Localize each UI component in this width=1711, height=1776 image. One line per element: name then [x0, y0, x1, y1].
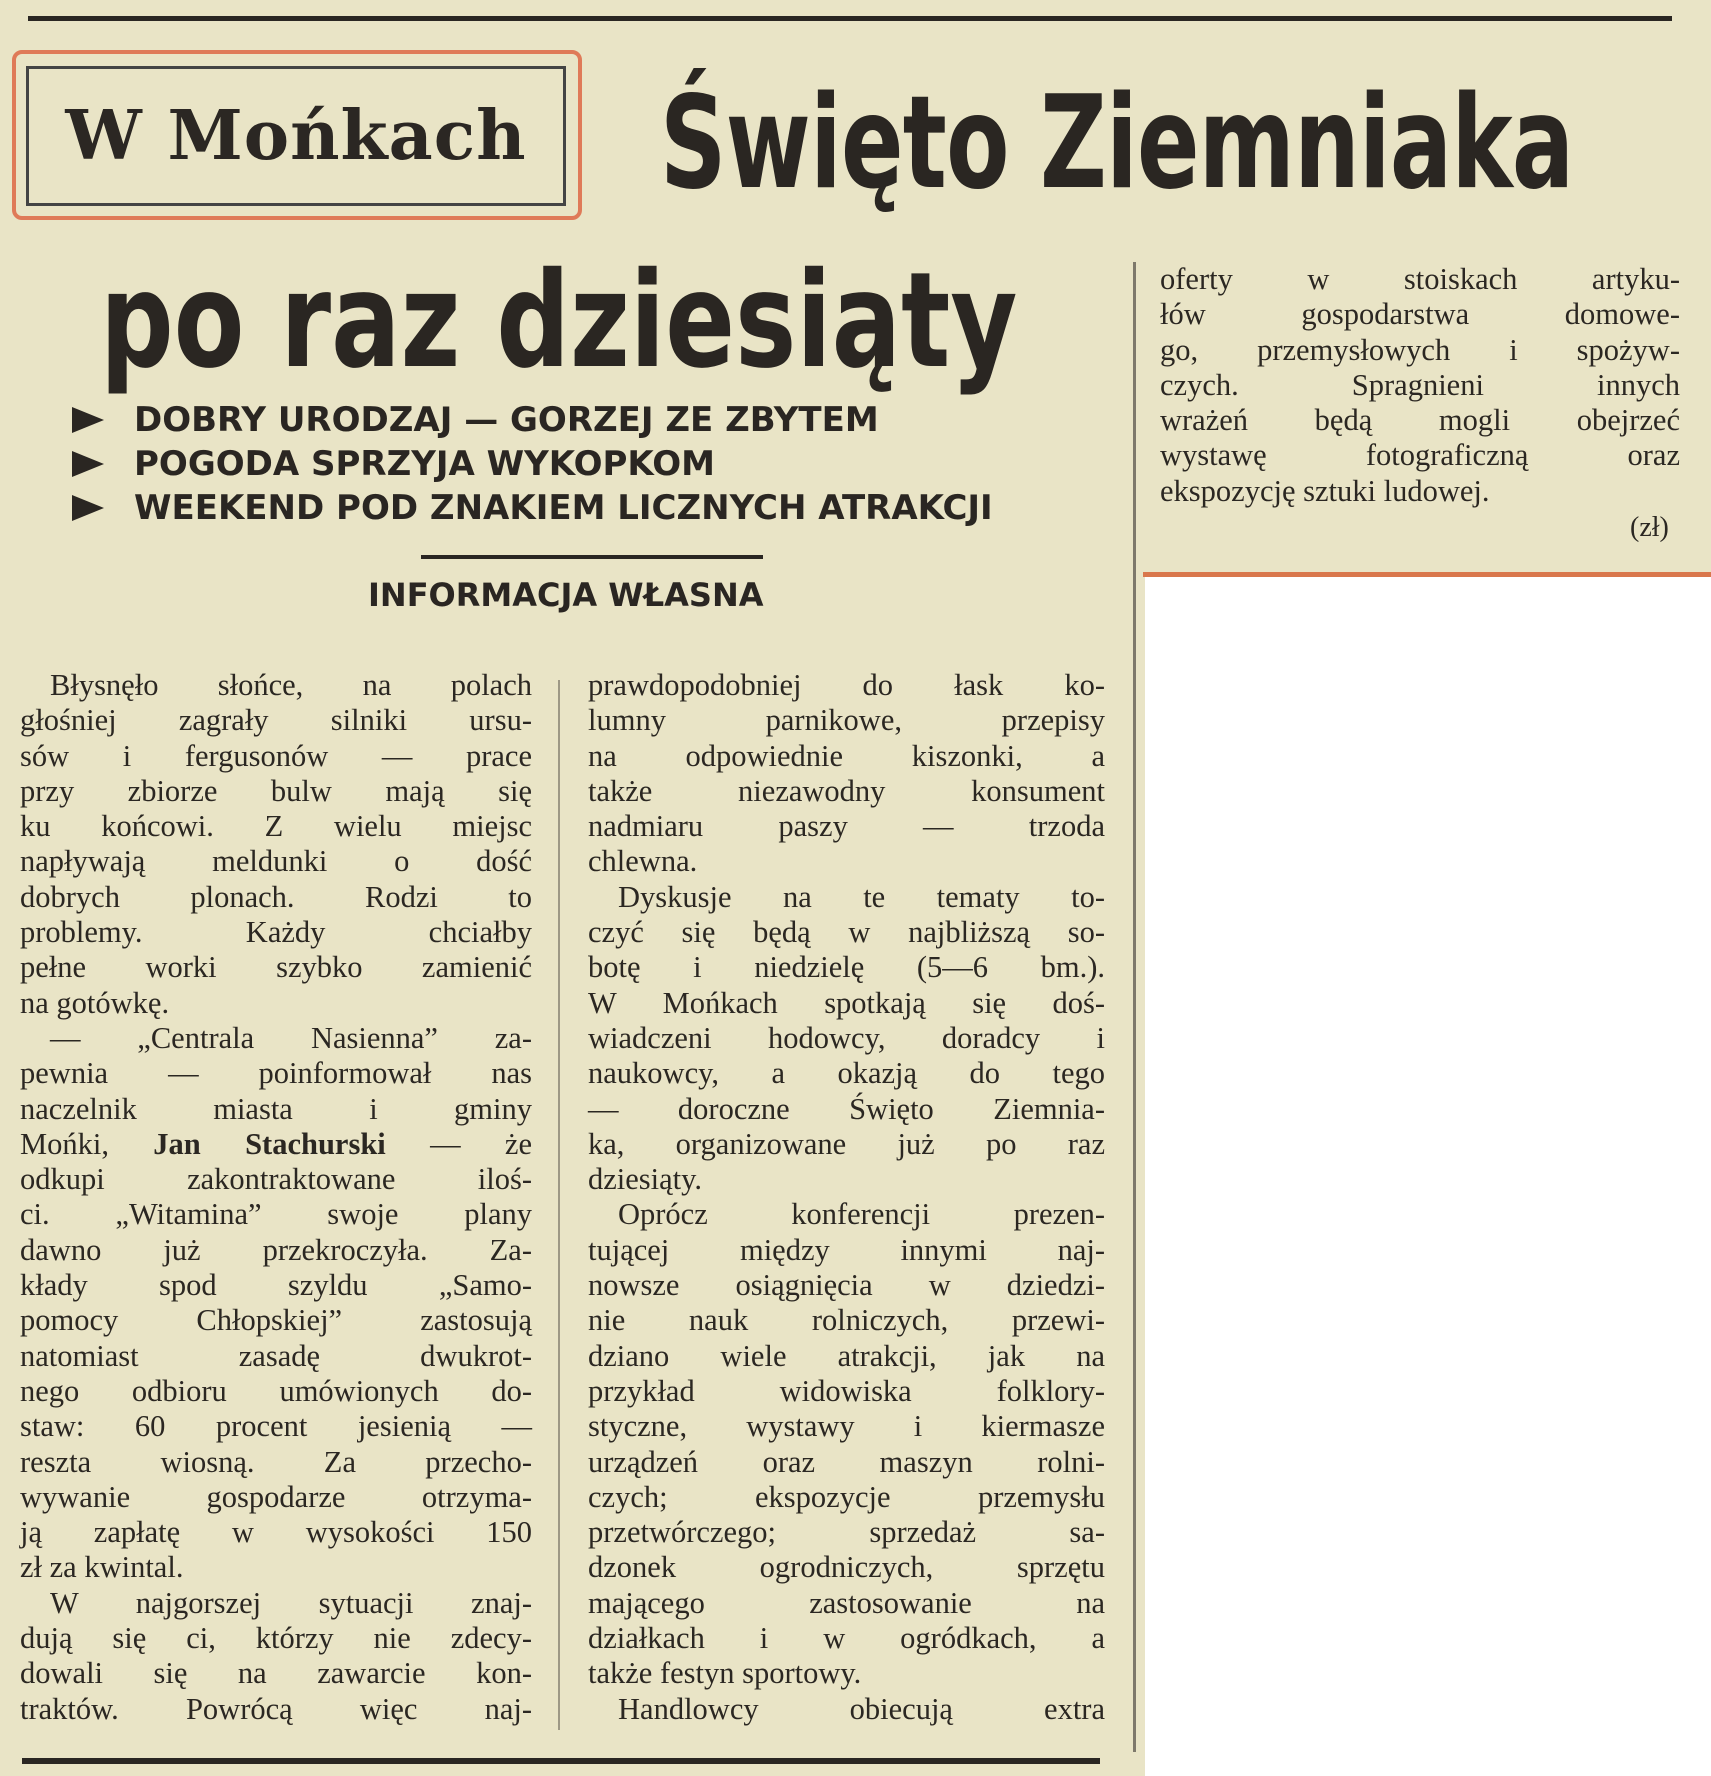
- text-line: dawno już przekroczyła. Za-: [20, 1232, 532, 1267]
- bullet-text: DOBRY URODZAJ — GORZEJ ZE ZBYTEM: [134, 400, 879, 440]
- text-line: wrażeń będą mogli obejrzeć: [1160, 403, 1680, 438]
- text-line: ją zapłatę w wysokości 150: [20, 1515, 532, 1550]
- text-line: czych. Spragnieni innych: [1160, 367, 1680, 402]
- text-line: także festyn sportowy.: [588, 1656, 862, 1691]
- top-rule: [28, 16, 1672, 21]
- text-line: styczne, wystawy i kiermasze: [588, 1409, 1105, 1444]
- text-line: pełne worki szybko zamienić: [20, 950, 532, 985]
- text-line: ka, organizowane już po raz: [588, 1126, 1105, 1161]
- text-line: prawdopodobniej do łask ko-: [588, 668, 1105, 702]
- column-divider: [558, 680, 560, 1730]
- text-line: przykład widowiska folklory-: [588, 1373, 1105, 1408]
- article-column-2: [588, 668, 1105, 1727]
- text-line: go, przemysłowych i spożyw-: [1160, 332, 1680, 367]
- text-line: ekspozycję sztuki ludowej.: [1160, 473, 1490, 508]
- triangle-bullet-icon: [72, 451, 104, 477]
- text-line: natomiast zasadę dwukrot-: [20, 1338, 532, 1373]
- text-line: urządzeń oraz maszyn rolni-: [588, 1444, 1105, 1479]
- text-line: nowsze osiągnięcia w dziedzi-: [588, 1268, 1105, 1303]
- triangle-bullet-icon: [72, 407, 104, 433]
- text-line: dowali się na zawarcie kon-: [20, 1656, 532, 1691]
- text-line: dziano wiele atrakcji, jak na: [588, 1338, 1105, 1373]
- text-line: botę i niedzielę (5—6 bm.).: [588, 950, 1105, 985]
- text-line: łów gospodarstwa domowe-: [1160, 297, 1680, 332]
- text-line: problemy. Każdy chciałby: [20, 915, 532, 950]
- text-line: na gotówkę.: [20, 985, 170, 1020]
- text-line: na odpowiednie kiszonki, a: [588, 738, 1105, 773]
- text-line: pomocy Chłopskiej” zastosują: [20, 1303, 532, 1338]
- bullet-text: POGODA SPRZYJA WYKOPKOM: [134, 444, 715, 484]
- bullet-text: WEEKEND POD ZNAKIEM LICZNYCH ATRAKCJI: [134, 488, 993, 528]
- text-line: reszta wiosną. Za przecho-: [20, 1444, 532, 1479]
- text-line: nadmiaru paszy — trzoda: [588, 809, 1105, 844]
- text-line: dzonek ogrodniczych, sprzętu: [588, 1550, 1105, 1585]
- text-line: dobrych plonach. Rodzi to: [20, 879, 532, 914]
- text-line: czyć się będą w najbliższą so-: [588, 915, 1105, 950]
- text-line: zł za kwintal.: [20, 1550, 184, 1585]
- text-line: dują się ci, którzy nie zdecy-: [20, 1621, 532, 1656]
- text-line: napływają meldunki o dość: [20, 844, 532, 879]
- text-line: — doroczne Święto Ziemnia-: [588, 1091, 1105, 1126]
- article-column-3: [1160, 262, 1680, 509]
- text-line: wiadczeni hodowcy, doradcy i: [588, 1020, 1105, 1055]
- text-line: [20, 1127, 532, 1162]
- headline-line-2: po raz dziesiąty: [100, 244, 1018, 398]
- text-fragment: — że: [385, 1126, 532, 1161]
- text-line: wywanie gospodarze otrzyma-: [20, 1479, 532, 1514]
- text-line: czych; ekspozycje przemysłu: [588, 1479, 1105, 1514]
- text-line: naczelnik miasta i gminy: [20, 1091, 532, 1126]
- text-line: mającego zastosowanie na: [588, 1585, 1105, 1620]
- headline: Święto Ziemniaka: [660, 69, 1574, 218]
- text-fragment: Mońki,: [20, 1126, 154, 1161]
- text-line: ci. „Witamina” swoje plany: [20, 1197, 532, 1232]
- text-line: Dyskusje na te tematy to-: [618, 879, 1105, 914]
- bottom-rule: [22, 1758, 1100, 1764]
- author-signature: (zł): [1630, 512, 1669, 543]
- text-line: oferty w stoiskach artyku-: [1160, 262, 1680, 296]
- byline: INFORMACJA WŁASNA: [368, 576, 764, 614]
- text-line: chlewna.: [588, 844, 698, 879]
- section-divider: [421, 555, 763, 559]
- text-line: sów i fergusonów — prace: [20, 738, 532, 773]
- text-line: tującej między innymi naj-: [588, 1232, 1105, 1267]
- text-line: W Mońkach spotkają się doś-: [588, 985, 1105, 1020]
- text-line: wystawę fotograficzną oraz: [1160, 438, 1680, 473]
- text-line: Handlowcy obiecują extra: [618, 1691, 1105, 1726]
- text-line: nego odbioru umówionych do-: [20, 1373, 532, 1408]
- torn-edge: [1143, 572, 1711, 577]
- text-line: — „Centrala Nasienna” za-: [50, 1020, 532, 1055]
- text-line: lumny parnikowe, przepisy: [588, 703, 1105, 738]
- article-column-1: [20, 668, 532, 1727]
- text-line: naukowcy, a okazją do tego: [588, 1056, 1105, 1091]
- text-line: także niezawodny konsument: [588, 773, 1105, 808]
- location-label: W Mońkach: [65, 96, 527, 176]
- triangle-bullet-icon: [72, 495, 104, 521]
- text-line: dziesiąty.: [588, 1162, 703, 1197]
- text-line: W najgorszej sytuacji znaj-: [50, 1585, 532, 1620]
- text-line: staw: 60 procent jesienią —: [20, 1409, 532, 1444]
- text-line: nie nauk rolniczych, przewi-: [588, 1303, 1105, 1338]
- column-divider: [1133, 262, 1136, 1752]
- text-line: przy zbiorze bulw mają się: [20, 773, 532, 808]
- text-line: głośniej zagrały silniki ursu-: [20, 703, 532, 738]
- text-line: kłady spod szyldu „Samo-: [20, 1268, 532, 1303]
- text-line: traktów. Powrócą więc naj-: [20, 1691, 532, 1726]
- text-line: przetwórczego; sprzedaż sa-: [588, 1515, 1105, 1550]
- text-line: pewnia — poinformował nas: [20, 1056, 532, 1091]
- text-line: działkach i w ogródkach, a: [588, 1621, 1105, 1656]
- person-name: Jan Stachurski: [153, 1126, 386, 1161]
- text-line: Oprócz konferencji prezen-: [618, 1197, 1105, 1232]
- text-line: Błysnęło słońce, na polach: [50, 668, 532, 702]
- text-line: ku końcowi. Z wielu miejsc: [20, 809, 532, 844]
- text-line: odkupi zakontraktowane iloś-: [20, 1162, 532, 1197]
